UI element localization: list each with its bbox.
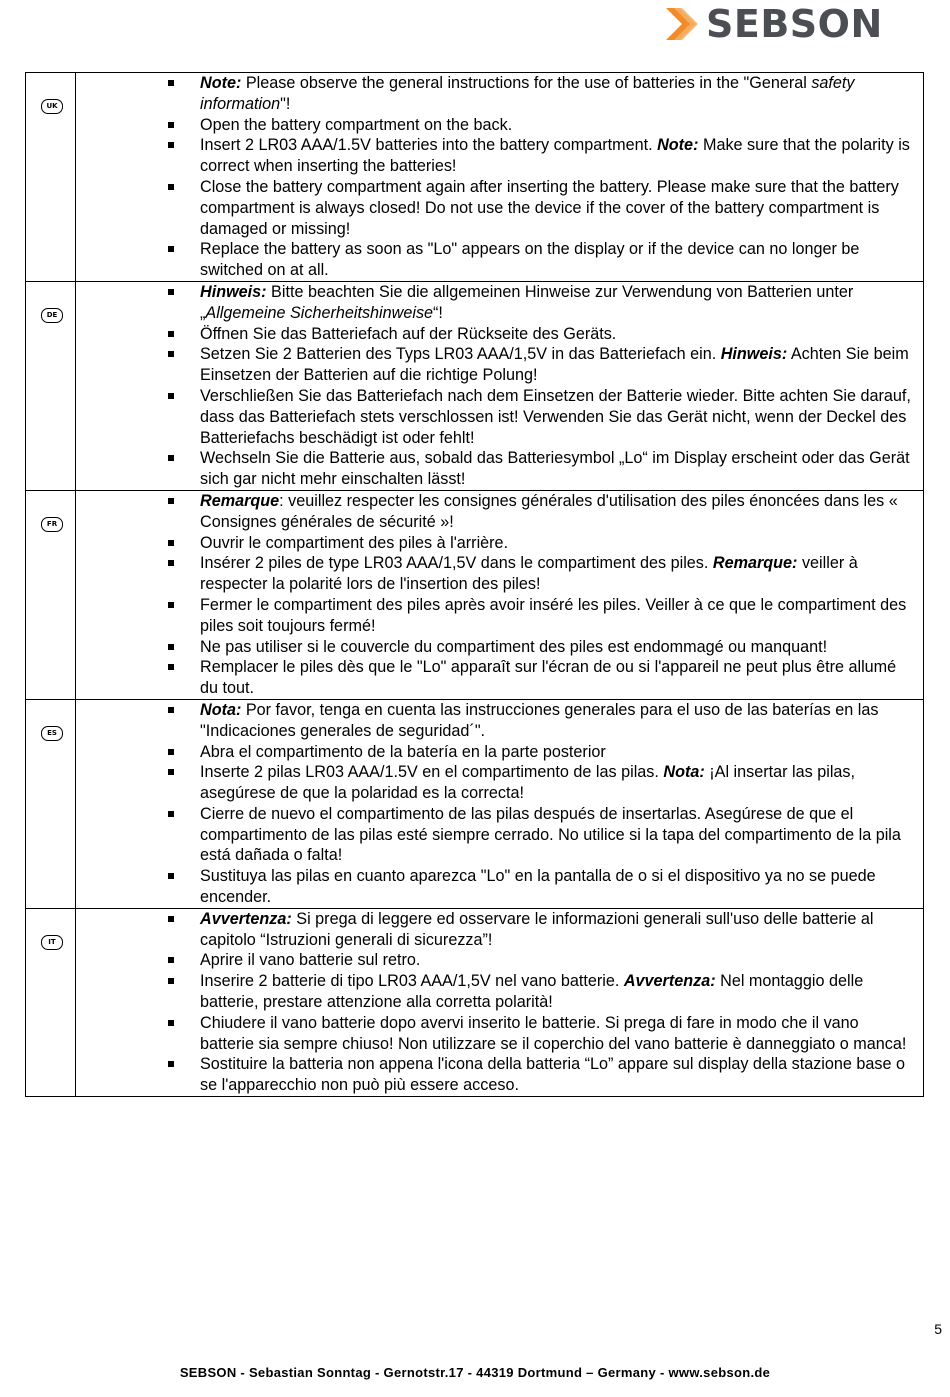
square-bullet-icon (168, 80, 174, 86)
keyword-label: Nota: (663, 763, 705, 782)
instruction-list (76, 491, 923, 699)
text-segment: Open the battery compartment on the back. (200, 115, 513, 134)
text-segment: Make sure that the polarity is correct when inserting the batteries! (200, 136, 910, 176)
text-segment: Bitte beachten Sie die allgemeinen Hinweise zur Verwendung von Batterien unter „ (200, 282, 854, 322)
square-bullet-icon (168, 644, 174, 650)
text-segment: Abra el compartimento de la batería en la parte posterior (200, 742, 606, 761)
square-bullet-icon (168, 707, 174, 713)
square-bullet-icon (168, 664, 174, 670)
text-segment: "! (280, 94, 291, 113)
text-segment: Achten Sie beim Einsetzen der Batterien auf die richtige Polung! (200, 345, 909, 385)
instructions-cell (76, 73, 924, 282)
flag-cell (26, 699, 76, 908)
square-bullet-icon (168, 602, 174, 608)
chevron-logo-icon (662, 2, 704, 46)
square-bullet-icon (168, 246, 174, 252)
square-bullet-icon (168, 393, 174, 399)
keyword-label: Remarque: (712, 554, 798, 573)
keyword-label: Note: (657, 136, 699, 155)
square-bullet-icon (168, 1020, 174, 1026)
text-segment: Remplacer le piles dès que le "Lo" apparaît sur l'écran de ou si l'appareil ne peut plus être allumé du tout. (200, 658, 897, 698)
keyword-label: Nota: (200, 700, 242, 719)
instructions-cell (76, 699, 924, 908)
text-segment: “! (433, 303, 443, 322)
keyword-label: Remarque (200, 491, 280, 510)
instructions-cell (76, 281, 924, 490)
text-segment: Ouvrir le compartiment des piles à l'arrière. (200, 533, 509, 552)
flag-cell (26, 490, 76, 699)
language-flag-icon: IT (41, 935, 63, 950)
list-item (200, 239, 923, 281)
text-segment: Insert 2 LR03 AAA/1.5V batteries into the battery compartment. (200, 136, 658, 155)
list-item (200, 344, 923, 386)
keyword-label: Note: (200, 74, 242, 92)
square-bullet-icon (168, 873, 174, 879)
list-item (200, 324, 923, 345)
text-segment: safety information (200, 74, 855, 113)
list-item (200, 1013, 923, 1055)
section-row-fr (26, 490, 924, 699)
flag-cell (26, 73, 76, 282)
list-item (200, 742, 923, 763)
text-segment: Sustituya las pilas en cuanto aparezca "Lo" en la pantalla de o si el dispositivo ya no se puede encender. (200, 867, 876, 907)
square-bullet-icon (168, 540, 174, 546)
text-segment: Replace the battery as soon as "Lo" appears on the display or if the device can no longer be switched on at all. (200, 240, 860, 280)
instructions-cell (76, 490, 924, 699)
list-item (200, 866, 923, 908)
text-segment: Chiudere il vano batterie dopo avervi inserito le batterie. Si prega di fare in modo che il vano batterie sia sempre chiuso! Non utilizzare se il coperchio del vano batterie è danneggiato o manca! (200, 1013, 907, 1053)
logo-wordmark: SEBSON (706, 2, 883, 46)
list-item (200, 491, 923, 533)
list-item (200, 448, 923, 490)
text-segment: Por favor, tenga en cuenta las instrucciones generales para el uso de las baterías en las "Indicaciones generales de seguridad´". (200, 700, 879, 740)
text-segment: veiller à respecter la polarité lors de l'insertion des piles! (200, 554, 858, 594)
text-segment: Please observe the general instructions for the use of batteries in the "General (241, 74, 812, 92)
list-item (200, 971, 923, 1013)
square-bullet-icon (168, 289, 174, 295)
text-segment: Inserte 2 pilas LR03 AAA/1.5V en el compartimento de las pilas. (200, 763, 664, 782)
instruction-list (76, 73, 923, 281)
text-segment: Si prega di leggere ed osservare le informazioni generali sull'uso delle batterie al capitolo “Istruzioni generali di sicurezza”! (200, 909, 874, 949)
list-item (200, 553, 923, 595)
text-segment: Aprire il vano batterie sul retro. (200, 951, 421, 970)
instructions-cell (76, 908, 924, 1096)
keyword-label: Avvertenza: (623, 972, 716, 991)
square-bullet-icon (168, 811, 174, 817)
list-item (200, 533, 923, 554)
flag-cell (26, 908, 76, 1096)
list-item (200, 73, 923, 115)
square-bullet-icon (168, 142, 174, 148)
square-bullet-icon (168, 122, 174, 128)
language-flag-icon: UK (41, 99, 63, 114)
language-flag-icon: ES (41, 726, 63, 741)
list-item (200, 700, 923, 742)
language-flag-icon: DE (41, 308, 63, 323)
square-bullet-icon (168, 455, 174, 461)
text-segment: Sostituire la batteria non appena l'icona della batteria “Lo” appare sul display della stazione base o se l'apparecchio non può più essere acceso. (200, 1055, 906, 1095)
instruction-list (76, 282, 923, 490)
list-item (200, 177, 923, 239)
language-flag-icon: FR (41, 517, 63, 532)
text-segment: Fermer le compartiment des piles après avoir inséré les piles. Veiller à ce que le compartiment des piles soit toujours fermé! (200, 595, 907, 635)
text-segment: Inserire 2 batterie di tipo LR03 AAA/1,5V nel vano batterie. (200, 972, 624, 991)
section-row-uk (26, 73, 924, 282)
text-segment: Insérer 2 piles de type LR03 AAA/1,5V dans le compartiment des piles. (200, 554, 713, 573)
list-item (200, 282, 923, 324)
instruction-list (76, 700, 923, 908)
language-instructions-table (25, 72, 924, 1097)
square-bullet-icon (168, 1061, 174, 1067)
text-segment: Ne pas utiliser si le couvercle du compartiment des piles est endommagé ou manquant! (200, 637, 828, 656)
instruction-list (76, 909, 923, 1096)
square-bullet-icon (168, 184, 174, 190)
flag-cell (26, 281, 76, 490)
square-bullet-icon (168, 978, 174, 984)
list-item (200, 386, 923, 448)
text-segment: Verschließen Sie das Batteriefach nach dem Einsetzen der Batterie wieder. Bitte achten Sie darauf, dass das Batteriefach stets verschlossen ist! Verwenden Sie das Gerät nicht, wenn der Deckel des Batteriefachs beschädigt ist oder fehlt! (200, 386, 911, 447)
list-item (200, 135, 923, 177)
square-bullet-icon (168, 916, 174, 922)
square-bullet-icon (168, 351, 174, 357)
section-row-it (26, 908, 924, 1096)
text-segment: Wechseln Sie die Batterie aus, sobald das Batteriesymbol „Lo“ im Display erscheint oder das Gerät sich gar nicht mehr einschalten lässt! (200, 449, 910, 489)
section-row-es (26, 699, 924, 908)
keyword-label: Avvertenza: (200, 909, 292, 928)
keyword-label: Hinweis: (720, 345, 788, 364)
square-bullet-icon (168, 331, 174, 337)
text-segment: Öffnen Sie das Batteriefach auf der Rückseite des Geräts. (200, 324, 617, 343)
square-bullet-icon (168, 769, 174, 775)
list-item (200, 115, 923, 136)
text-segment: Setzen Sie 2 Batterien des Typs LR03 AAA/1,5V in das Batteriefach ein. (200, 345, 721, 364)
list-item (200, 595, 923, 637)
list-item (200, 950, 923, 971)
text-segment: : veuillez respecter les consignes générales d'utilisation des piles énoncées dans les « Consignes générales de sécurité »! (200, 491, 898, 531)
square-bullet-icon (168, 498, 174, 504)
square-bullet-icon (168, 957, 174, 963)
text-segment: ¡Al insertar las pilas, asegúrese de que la polaridad es la correcta! (200, 763, 856, 803)
footer-address: SEBSON - Sebastian Sonntag - Gernotstr.17 - 44319 Dortmund – Germany - www.sebson.de (179, 1365, 771, 1380)
sebson-logo (662, 2, 892, 46)
text-segment: Close the battery compartment again after inserting the battery. Please make sure that the battery compartment is always closed! Do not use the device if the cover of the battery compartment is damaged or missing! (200, 177, 899, 238)
list-item (200, 1054, 923, 1096)
square-bullet-icon (168, 749, 174, 755)
text-segment: Nel montaggio delle batterie, prestare attenzione alla corretta polarità! (200, 972, 864, 1012)
square-bullet-icon (168, 560, 174, 566)
section-row-de (26, 281, 924, 490)
list-item (200, 637, 923, 658)
text-segment: Cierre de nuevo el compartimento de las pilas después de insertarlas. Asegúrese de que el compartimento de las pilas esté siempre cerrado. No utilice si la tapa del compartimento de la pila está dañada o falta! (200, 804, 901, 865)
list-item (200, 804, 923, 866)
list-item (200, 762, 923, 804)
page-number: 5 (934, 1321, 942, 1337)
text-segment: Allgemeine Sicherheitshinweise (205, 303, 434, 322)
list-item (200, 909, 923, 951)
keyword-label: Hinweis: (200, 282, 267, 301)
list-item (200, 657, 923, 699)
